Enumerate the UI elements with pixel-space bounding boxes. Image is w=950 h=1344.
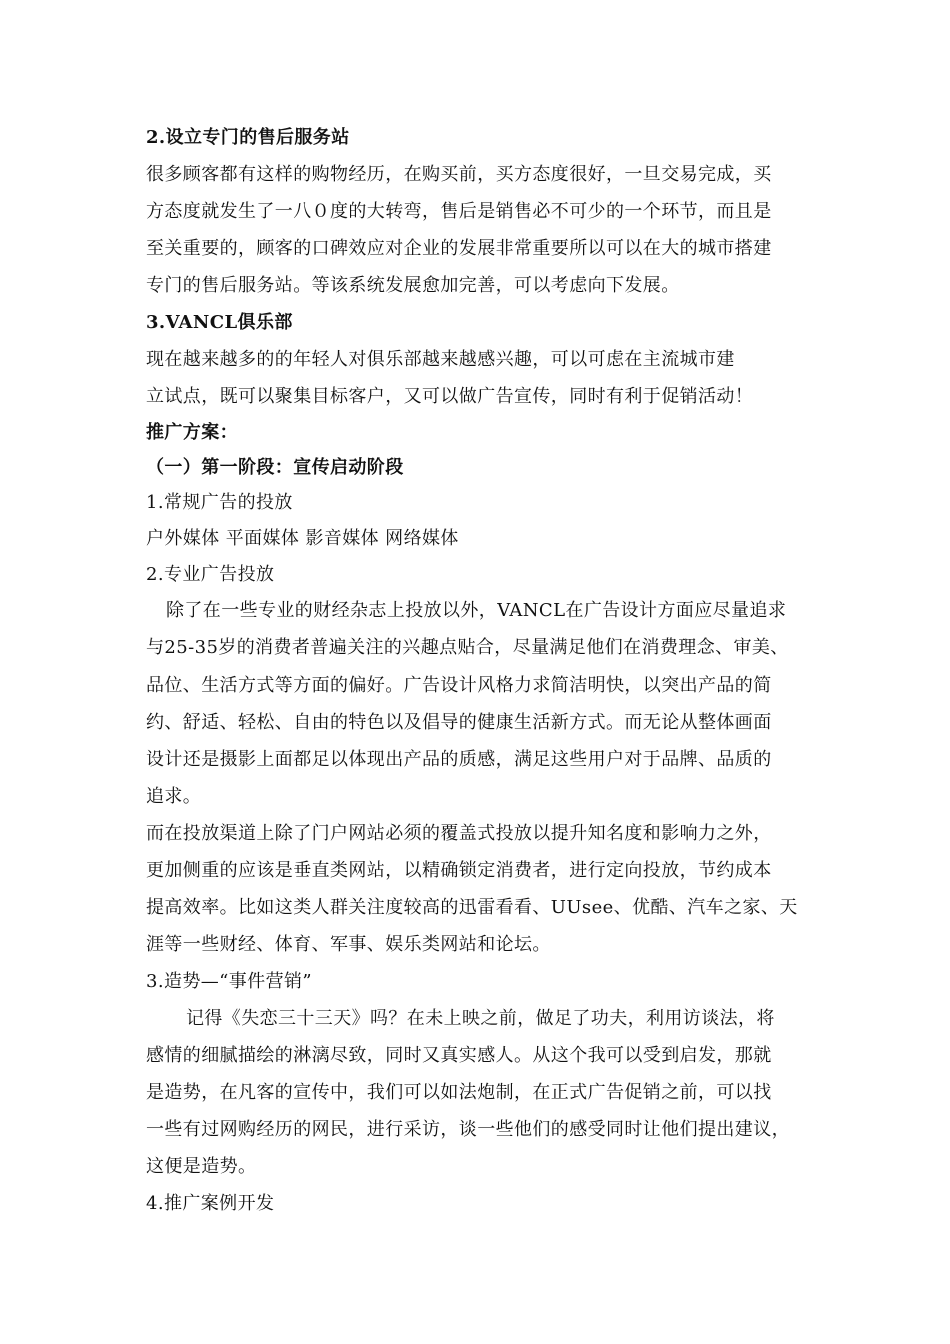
paragraph-line: 现在越来越多的的年轻人对俱乐部越来越感兴趣，可以可虑在主流城市建 xyxy=(146,349,735,370)
paragraph-line: 方态度就发生了一八０度的大转弯，售后是销售必不可少的一个环节，而且是 xyxy=(146,201,772,222)
subheading-professional-ads: 2.专业广告投放 xyxy=(146,564,275,585)
paragraph-line: 设计还是摄影上面都足以体现出产品的质感，满足这些用户对于品牌、品质的 xyxy=(146,749,772,770)
paragraph-line: 与25-35岁的消费者普遍关注的兴趣点贴合，尽量满足他们在消费理念、审美、 xyxy=(146,637,789,658)
paragraph-line: 一些有过网购经历的网民，进行采访，谈一些他们的感受同时让他们提出建议， xyxy=(146,1119,790,1140)
paragraph-line: 更加侧重的应该是垂直类网站，以精确锁定消费者，进行定向投放，节约成本 xyxy=(146,860,772,881)
subheading-case-development: 4.推广案例开发 xyxy=(146,1193,275,1214)
subheading-regular-ads: 1.常规广告的投放 xyxy=(146,492,293,513)
paragraph-line: 记得《失恋三十三天》吗？在未上映之前，做足了功夫，利用访谈法，将 xyxy=(186,1008,775,1029)
heading-phase-one: （一）第一阶段：宣传启动阶段 xyxy=(146,457,404,478)
paragraph-line: 至关重要的，顾客的口碑效应对企业的发展非常重要所以可以在大的城市搭建 xyxy=(146,238,772,259)
paragraph-line: 很多顾客都有这样的购物经历，在购买前，买方态度很好，一旦交易完成，买 xyxy=(146,164,772,185)
paragraph-line: 立试点，既可以聚集目标客户，又可以做广告宣传，同时有利于促销活动！ xyxy=(146,386,754,407)
section-heading-after-sales: 2.设立专门的售后服务站 xyxy=(146,127,350,148)
paragraph-line: 约、舒适、轻松、自由的特色以及倡导的健康生活新方式。而无论从整体画面 xyxy=(146,712,772,733)
paragraph-line: 这便是造势。 xyxy=(146,1156,257,1177)
paragraph-line: 除了在一些专业的财经杂志上投放以外，VANCL在广告设计方面应尽量追求 xyxy=(166,600,787,621)
paragraph-line: 涯等一些财经、体育、军事、娱乐类网站和论坛。 xyxy=(146,934,551,955)
paragraph-line: 感情的细腻描绘的淋漓尽致，同时又真实感人。从这个我可以受到启发，那就 xyxy=(146,1045,772,1066)
paragraph-line: 提高效率。比如这类人群关注度较高的迅雷看看、UUsee、优酷、汽车之家、天 xyxy=(146,897,798,918)
subheading-event-marketing: 3.造势—“事件营销” xyxy=(146,971,312,992)
heading-promotion-plan: 推广方案： xyxy=(146,422,238,443)
paragraph-line: 专门的售后服务站。等该系统发展愈加完善，可以考虑向下发展。 xyxy=(146,275,680,296)
section-heading-vancl-club: 3.VANCL俱乐部 xyxy=(146,312,293,333)
paragraph-line: 是造势，在凡客的宣传中，我们可以如法炮制，在正式广告促销之前，可以找 xyxy=(146,1082,772,1103)
paragraph-line: 追求。 xyxy=(146,786,202,807)
paragraph-line: 而在投放渠道上除了门户网站必须的覆盖式投放以提升知名度和影响力之外， xyxy=(146,823,772,844)
media-list: 户外媒体 平面媒体 影音媒体 网络媒体 xyxy=(146,528,459,549)
paragraph-line: 品位、生活方式等方面的偏好。广告设计风格力求简洁明快，以突出产品的简 xyxy=(146,675,772,696)
